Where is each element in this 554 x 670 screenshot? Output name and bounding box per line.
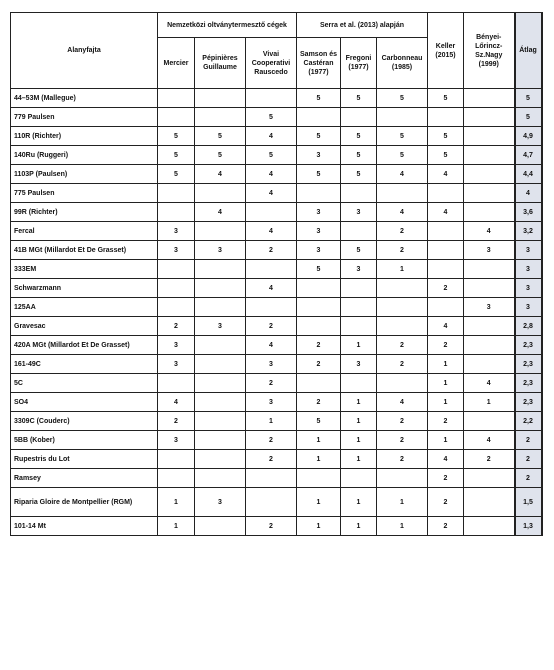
cell-benyei — [464, 165, 515, 184]
cell-keller — [428, 184, 464, 203]
cell-mercier: 3 — [158, 336, 195, 355]
cell-mercier: 1 — [158, 488, 195, 517]
cell-fregoni: 3 — [341, 260, 377, 279]
cell-vivai: 4 — [246, 336, 297, 355]
cell-samson: 5 — [297, 412, 341, 431]
cell-carbonneau — [377, 108, 428, 127]
cell-vivai: 2 — [246, 517, 297, 536]
table-row — [11, 336, 542, 355]
cell-variety: 161-49C — [11, 355, 158, 374]
cell-fregoni: 5 — [341, 165, 377, 184]
cell-fregoni: 5 — [341, 127, 377, 146]
cell-samson: 2 — [297, 336, 341, 355]
cell-vivai — [246, 469, 297, 488]
cell-fregoni — [341, 469, 377, 488]
cell-keller: 1 — [428, 374, 464, 393]
cell-average: 3 — [515, 279, 542, 298]
cell-keller: 1 — [428, 431, 464, 450]
cell-mercier — [158, 298, 195, 317]
cell-variety: Ramsey — [11, 469, 158, 488]
cell-variety: 125AA — [11, 298, 158, 317]
cell-average: 4,9 — [515, 127, 542, 146]
cell-pepinieres — [195, 298, 246, 317]
table-row — [11, 517, 542, 536]
table-row — [11, 488, 542, 517]
cell-variety: 5C — [11, 374, 158, 393]
table-row — [11, 260, 542, 279]
table-row — [11, 279, 542, 298]
cell-vivai: 3 — [246, 393, 297, 412]
cell-average: 3 — [515, 260, 542, 279]
cell-pepinieres: 3 — [195, 488, 246, 517]
cell-keller: 2 — [428, 517, 464, 536]
header-samson: Samson és Castéran (1977) — [297, 38, 341, 89]
rootstock-table-container — [10, 12, 543, 536]
cell-benyei — [464, 146, 515, 165]
cell-keller — [428, 222, 464, 241]
table-row — [11, 108, 542, 127]
cell-carbonneau: 1 — [377, 517, 428, 536]
header-vivai: Vivai Cooperativi Rauscedo — [246, 38, 297, 89]
cell-mercier: 2 — [158, 317, 195, 336]
cell-benyei — [464, 336, 515, 355]
cell-pepinieres — [195, 517, 246, 536]
cell-carbonneau: 2 — [377, 222, 428, 241]
cell-mercier — [158, 108, 195, 127]
header-carbonneau: Carbonneau (1985) — [377, 38, 428, 89]
cell-carbonneau — [377, 184, 428, 203]
cell-fregoni: 1 — [341, 450, 377, 469]
cell-variety: 44–53M (Mallegue) — [11, 89, 158, 108]
cell-benyei — [464, 355, 515, 374]
cell-samson: 1 — [297, 488, 341, 517]
cell-mercier: 3 — [158, 355, 195, 374]
cell-benyei: 3 — [464, 241, 515, 260]
header-pepinieres: Pépinières Guillaume — [195, 38, 246, 89]
cell-fregoni: 1 — [341, 488, 377, 517]
cell-keller: 4 — [428, 317, 464, 336]
cell-carbonneau: 4 — [377, 165, 428, 184]
cell-pepinieres — [195, 393, 246, 412]
cell-mercier — [158, 203, 195, 222]
cell-fregoni — [341, 298, 377, 317]
cell-fregoni: 1 — [341, 517, 377, 536]
cell-keller: 5 — [428, 89, 464, 108]
cell-variety: 333EM — [11, 260, 158, 279]
table-row — [11, 127, 542, 146]
cell-benyei: 4 — [464, 431, 515, 450]
cell-fregoni — [341, 222, 377, 241]
cell-average: 2,3 — [515, 374, 542, 393]
cell-benyei — [464, 279, 515, 298]
cell-keller — [428, 260, 464, 279]
cell-samson: 3 — [297, 241, 341, 260]
table-row — [11, 165, 542, 184]
cell-keller: 4 — [428, 450, 464, 469]
cell-benyei — [464, 203, 515, 222]
cell-pepinieres — [195, 469, 246, 488]
cell-mercier: 3 — [158, 431, 195, 450]
table-row — [11, 469, 542, 488]
cell-benyei — [464, 89, 515, 108]
cell-benyei: 4 — [464, 222, 515, 241]
cell-pepinieres — [195, 222, 246, 241]
cell-carbonneau — [377, 317, 428, 336]
cell-carbonneau: 2 — [377, 336, 428, 355]
cell-pepinieres — [195, 279, 246, 298]
cell-average: 2,2 — [515, 412, 542, 431]
table-row — [11, 89, 542, 108]
cell-benyei: 2 — [464, 450, 515, 469]
cell-pepinieres — [195, 336, 246, 355]
cell-mercier: 1 — [158, 517, 195, 536]
cell-mercier — [158, 279, 195, 298]
table-row — [11, 374, 542, 393]
cell-average: 4,7 — [515, 146, 542, 165]
cell-variety: 420A MGt (Millardot Et De Grasset) — [11, 336, 158, 355]
table-row — [11, 241, 542, 260]
cell-keller: 4 — [428, 203, 464, 222]
header-keller: Keller (2015) — [428, 13, 464, 89]
cell-average: 5 — [515, 108, 542, 127]
cell-keller: 2 — [428, 469, 464, 488]
table-row — [11, 431, 542, 450]
table-row — [11, 450, 542, 469]
cell-mercier: 5 — [158, 146, 195, 165]
cell-variety: 3309C (Couderc) — [11, 412, 158, 431]
cell-vivai: 2 — [246, 317, 297, 336]
table-row — [11, 184, 542, 203]
cell-vivai: 2 — [246, 450, 297, 469]
cell-mercier — [158, 260, 195, 279]
cell-keller — [428, 298, 464, 317]
table-row — [11, 222, 542, 241]
cell-average: 3,6 — [515, 203, 542, 222]
cell-samson: 5 — [297, 127, 341, 146]
cell-mercier — [158, 374, 195, 393]
cell-variety: Gravesac — [11, 317, 158, 336]
cell-pepinieres: 4 — [195, 165, 246, 184]
cell-pepinieres — [195, 260, 246, 279]
cell-samson: 1 — [297, 517, 341, 536]
cell-samson — [297, 279, 341, 298]
cell-benyei — [464, 412, 515, 431]
cell-average: 1,3 — [515, 517, 542, 536]
cell-pepinieres — [195, 108, 246, 127]
cell-mercier — [158, 184, 195, 203]
cell-fregoni — [341, 374, 377, 393]
cell-variety: 5BB (Kober) — [11, 431, 158, 450]
cell-keller: 2 — [428, 412, 464, 431]
header-benyei: Bényei-Lőrincz-Sz.Nagy (1999) — [464, 13, 515, 89]
cell-benyei — [464, 317, 515, 336]
cell-carbonneau: 2 — [377, 450, 428, 469]
cell-variety: 99R (Richter) — [11, 203, 158, 222]
cell-carbonneau: 4 — [377, 393, 428, 412]
cell-samson — [297, 184, 341, 203]
cell-vivai: 4 — [246, 222, 297, 241]
cell-mercier: 5 — [158, 127, 195, 146]
cell-samson: 2 — [297, 355, 341, 374]
cell-benyei — [464, 108, 515, 127]
table-row — [11, 317, 542, 336]
cell-pepinieres — [195, 450, 246, 469]
cell-mercier — [158, 89, 195, 108]
cell-fregoni — [341, 108, 377, 127]
cell-variety: SO4 — [11, 393, 158, 412]
cell-variety: 41B MGt (Millardot Et De Grasset) — [11, 241, 158, 260]
cell-benyei — [464, 184, 515, 203]
cell-benyei: 3 — [464, 298, 515, 317]
cell-vivai: 3 — [246, 355, 297, 374]
cell-variety: 101-14 Mt — [11, 517, 158, 536]
cell-carbonneau — [377, 279, 428, 298]
cell-vivai: 4 — [246, 127, 297, 146]
cell-vivai: 5 — [246, 146, 297, 165]
cell-vivai: 4 — [246, 279, 297, 298]
cell-samson — [297, 317, 341, 336]
cell-carbonneau: 1 — [377, 260, 428, 279]
cell-vivai: 2 — [246, 241, 297, 260]
table-body — [11, 89, 542, 536]
cell-samson — [297, 298, 341, 317]
cell-samson: 1 — [297, 450, 341, 469]
cell-average: 2 — [515, 431, 542, 450]
cell-variety: 775 Paulsen — [11, 184, 158, 203]
cell-vivai: 2 — [246, 374, 297, 393]
cell-mercier: 4 — [158, 393, 195, 412]
cell-pepinieres: 5 — [195, 146, 246, 165]
cell-keller: 2 — [428, 279, 464, 298]
cell-vivai: 1 — [246, 412, 297, 431]
cell-samson: 3 — [297, 203, 341, 222]
table-row — [11, 203, 542, 222]
cell-fregoni — [341, 279, 377, 298]
cell-keller — [428, 108, 464, 127]
cell-keller: 1 — [428, 355, 464, 374]
header-group-serra: Serra et al. (2013) alapján — [297, 13, 428, 38]
cell-vivai — [246, 260, 297, 279]
cell-average: 1,5 — [515, 488, 542, 517]
cell-carbonneau — [377, 298, 428, 317]
cell-samson: 3 — [297, 222, 341, 241]
cell-carbonneau: 2 — [377, 412, 428, 431]
cell-pepinieres — [195, 431, 246, 450]
cell-benyei — [464, 127, 515, 146]
cell-average: 2,8 — [515, 317, 542, 336]
cell-pepinieres: 3 — [195, 317, 246, 336]
cell-samson: 2 — [297, 393, 341, 412]
cell-variety: Riparia Gloire de Montpellier (RGM) — [11, 488, 158, 517]
cell-carbonneau: 1 — [377, 488, 428, 517]
table-row — [11, 393, 542, 412]
cell-average: 3,2 — [515, 222, 542, 241]
cell-average: 3 — [515, 298, 542, 317]
cell-fregoni: 5 — [341, 241, 377, 260]
header-mercier: Mercier — [158, 38, 195, 89]
table-row — [11, 146, 542, 165]
cell-average: 4,4 — [515, 165, 542, 184]
cell-fregoni: 3 — [341, 203, 377, 222]
cell-vivai — [246, 488, 297, 517]
cell-average: 2,3 — [515, 355, 542, 374]
cell-average: 2 — [515, 469, 542, 488]
cell-vivai: 4 — [246, 184, 297, 203]
cell-keller: 5 — [428, 146, 464, 165]
cell-fregoni — [341, 317, 377, 336]
cell-vivai — [246, 298, 297, 317]
cell-carbonneau: 4 — [377, 203, 428, 222]
cell-samson: 5 — [297, 165, 341, 184]
cell-benyei — [464, 260, 515, 279]
cell-variety: 1103P (Paulsen) — [11, 165, 158, 184]
cell-samson — [297, 469, 341, 488]
cell-average: 2,3 — [515, 336, 542, 355]
cell-pepinieres — [195, 412, 246, 431]
cell-fregoni: 1 — [341, 412, 377, 431]
cell-fregoni: 1 — [341, 336, 377, 355]
cell-mercier — [158, 469, 195, 488]
cell-variety: 779 Paulsen — [11, 108, 158, 127]
header-average: Átlag — [515, 13, 542, 89]
cell-pepinieres: 3 — [195, 241, 246, 260]
table-row — [11, 355, 542, 374]
cell-vivai: 2 — [246, 431, 297, 450]
cell-fregoni: 5 — [341, 89, 377, 108]
cell-mercier: 3 — [158, 222, 195, 241]
cell-carbonneau: 2 — [377, 355, 428, 374]
cell-benyei — [464, 469, 515, 488]
cell-average: 2 — [515, 450, 542, 469]
cell-fregoni: 1 — [341, 431, 377, 450]
cell-average: 4 — [515, 184, 542, 203]
cell-carbonneau: 2 — [377, 241, 428, 260]
cell-average: 3 — [515, 241, 542, 260]
table-row — [11, 412, 542, 431]
cell-pepinieres — [195, 89, 246, 108]
cell-mercier — [158, 450, 195, 469]
cell-carbonneau — [377, 469, 428, 488]
cell-average: 5 — [515, 89, 542, 108]
header-variety: Alanyfajta — [11, 13, 158, 89]
cell-mercier: 5 — [158, 165, 195, 184]
cell-carbonneau: 5 — [377, 127, 428, 146]
cell-carbonneau: 2 — [377, 431, 428, 450]
cell-samson: 1 — [297, 431, 341, 450]
cell-variety: 110R (Richter) — [11, 127, 158, 146]
cell-benyei — [464, 488, 515, 517]
cell-benyei: 4 — [464, 374, 515, 393]
cell-keller — [428, 241, 464, 260]
cell-carbonneau: 5 — [377, 89, 428, 108]
cell-samson — [297, 108, 341, 127]
cell-average: 2,3 — [515, 393, 542, 412]
cell-keller: 4 — [428, 165, 464, 184]
cell-keller: 5 — [428, 127, 464, 146]
cell-fregoni: 1 — [341, 393, 377, 412]
cell-keller: 2 — [428, 488, 464, 517]
cell-vivai: 5 — [246, 108, 297, 127]
cell-vivai — [246, 203, 297, 222]
cell-pepinieres — [195, 374, 246, 393]
cell-carbonneau — [377, 374, 428, 393]
rootstock-rating-table — [10, 12, 543, 536]
table-row — [11, 298, 542, 317]
cell-fregoni: 5 — [341, 146, 377, 165]
cell-variety: Schwarzmann — [11, 279, 158, 298]
cell-benyei: 1 — [464, 393, 515, 412]
cell-samson — [297, 374, 341, 393]
cell-variety: 140Ru (Ruggeri) — [11, 146, 158, 165]
cell-vivai — [246, 89, 297, 108]
cell-fregoni: 3 — [341, 355, 377, 374]
cell-pepinieres — [195, 184, 246, 203]
cell-samson: 5 — [297, 89, 341, 108]
cell-fregoni — [341, 184, 377, 203]
cell-pepinieres: 5 — [195, 127, 246, 146]
cell-keller: 1 — [428, 393, 464, 412]
cell-samson: 5 — [297, 260, 341, 279]
cell-benyei — [464, 517, 515, 536]
cell-variety: Fercal — [11, 222, 158, 241]
cell-carbonneau: 5 — [377, 146, 428, 165]
cell-vivai: 4 — [246, 165, 297, 184]
cell-pepinieres: 4 — [195, 203, 246, 222]
cell-mercier: 3 — [158, 241, 195, 260]
cell-pepinieres — [195, 355, 246, 374]
header-fregoni: Fregoni (1977) — [341, 38, 377, 89]
cell-variety: Rupestris du Lot — [11, 450, 158, 469]
cell-keller: 2 — [428, 336, 464, 355]
cell-mercier: 2 — [158, 412, 195, 431]
cell-samson: 3 — [297, 146, 341, 165]
header-group-nurseries: Nemzetközi oltványtermesztő cégek — [158, 13, 297, 38]
